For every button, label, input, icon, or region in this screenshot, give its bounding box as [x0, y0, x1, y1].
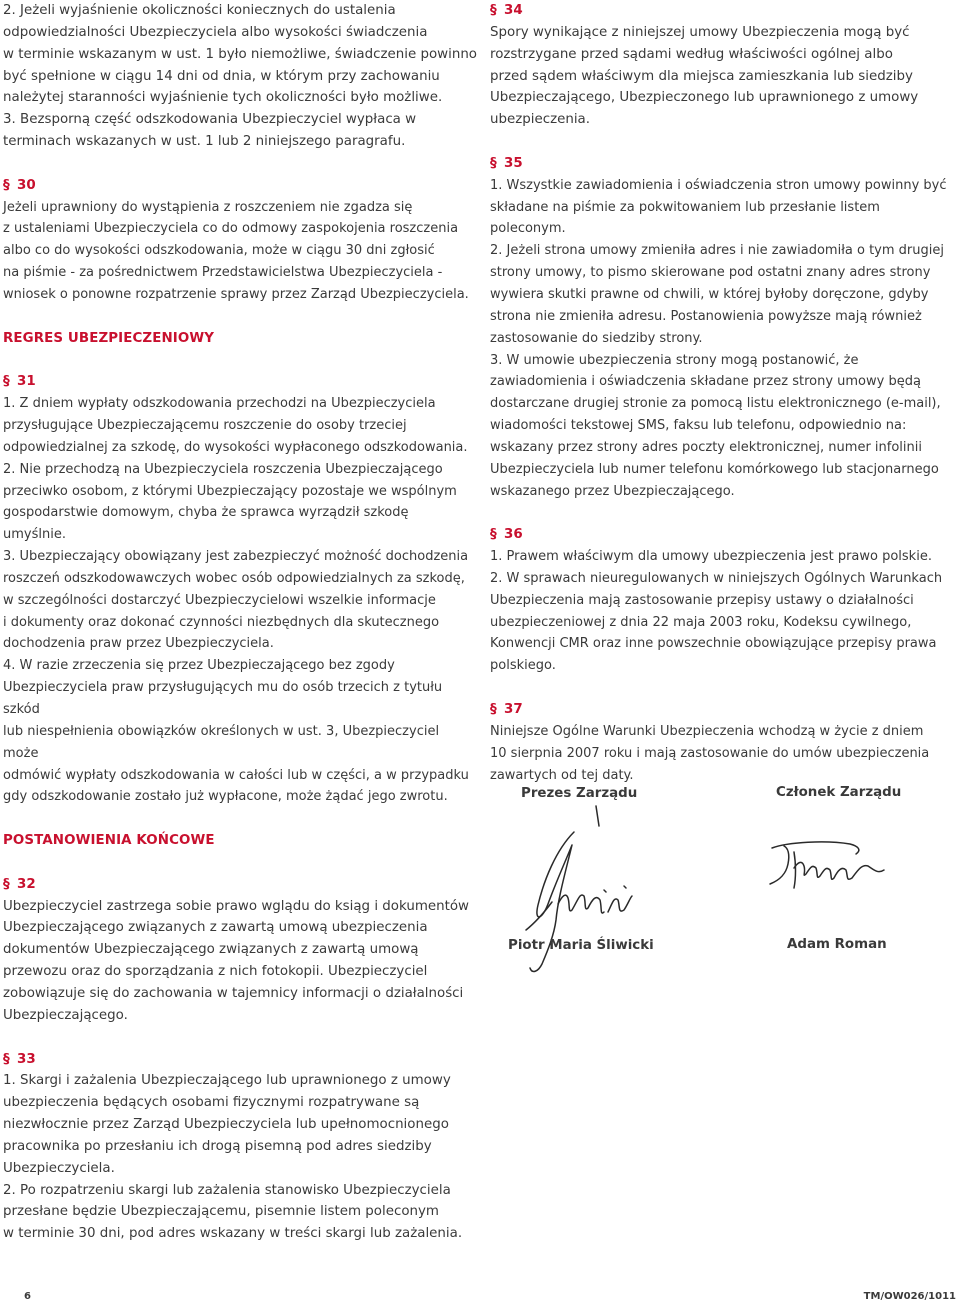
section-mark: §: [490, 702, 497, 717]
section-37-text: Niniejsze Ogólne Warunki Ubezpieczenia wchodzą w życie z dniem 10 sierpnia 2007 roku i mają zastosowanie do umów ubezpieczenia zawartych od tej daty.: [490, 723, 930, 783]
section-mark: §: [3, 1051, 10, 1067]
section-33-heading: [3, 1049, 477, 1071]
section-mark: §: [490, 155, 497, 171]
section-mark: §: [3, 876, 10, 892]
section-37-heading: [490, 699, 956, 721]
section-mark: §: [490, 527, 497, 543]
section-35-p3: 3. W umowie ubezpieczenia strony mogą postanowić, że zawiadomienia i oświadczenia składane przez strony umowy będą dostarczane drugiej stronie za pomocą listu elektronicznego (e-mail), wiadomości tekstowej SMS, faksu lub telefonu, odpowiednio na: wskazany przez strony adres poczty elektronicznej, numer infolinii Ubezpieczyciela lub numer telefonu komórkowego lub stacjonarnego wskazanego przez Ubezpieczającego.: [490, 352, 941, 499]
section-32-text: Ubezpieczyciel zastrzega sobie prawo wglądu do ksiąg i dokumentów Ubezpieczającego związanych z zawartą umową ubezpieczenia dokumentów Ubezpieczającego związanych z zawartą umową przewozu oraz do sporządzania z nich fotokopii. Ubezpieczyciel zobowiązuje się do zachowania w tajemnicy informacji o działalności Ubezpieczającego.: [3, 898, 469, 1023]
section-number: 33: [17, 1051, 36, 1067]
section-31-p2: 2. Nie przechodzą na Ubezpieczyciela roszczenia Ubezpieczającego przeciwko osobom, z którymi Ubezpieczający pozostaje we wspólnym gospodarstwie domowym, chyba że sprawca wyrządził szkodę umyślnie.: [3, 461, 457, 543]
section-number: 35: [504, 155, 523, 171]
section-31-p4: 4. W razie zrzeczenia się przez Ubezpieczającego bez zgody Ubezpieczyciela praw przysługujących mu do osób trzecich z tytułu szkód lub niespełnienia obowiązków określonych w ust. 3, Ubezpieczyciel może odmówić wypłaty odszkodowania w całości lub w części, a w przypadku gdy odszkodowanie zostało już wypłacone, może żądać jego zwrotu.: [3, 658, 469, 805]
section-mark: §: [3, 374, 10, 390]
section-34-text: Spory wynikające z niniejszej umowy Ubezpieczenia mogą być rozstrzygane przed sądami według właściwości ogólnej albo przed sądem właściwym dla miejsca zamieszkania lub siedziby Ubezpieczającego, Ubezpieczonego lub uprawnionego z umowy ubezpieczenia.: [490, 24, 919, 128]
section-33-p2: 2. Po rozpatrzeniu skargi lub zażalenia stanowisko Ubezpieczyciela przesłane będzie Ubezpieczającemu, pisemnie listem poleconym w terminie 30 dni, pod adres wskazany w treści skargi lub zażalenia.: [3, 1182, 463, 1242]
regres-heading: REGRES UBEZPIECZENIOWY: [3, 330, 215, 346]
section-36-heading: [490, 524, 956, 546]
left-column: [3, 0, 477, 1245]
paragraph-29-3: 3. Bezsporną część odszkodowania Ubezpieczyciel wypłaca w terminach wskazanych w ust. 1 lub 2 niniejszego paragrafu.: [3, 112, 417, 150]
section-number: 32: [17, 876, 36, 892]
section-number: 37: [504, 702, 523, 717]
president-name: Piotr Maria Śliwicki: [508, 938, 654, 953]
section-number: 31: [17, 374, 36, 390]
section-number: 36: [504, 527, 523, 543]
member-title: Członek Zarządu: [776, 785, 902, 800]
section-mark: §: [490, 3, 497, 18]
section-number: 34: [504, 3, 523, 18]
document-code: TM/OW026/1011: [863, 1291, 956, 1302]
section-35-heading: [490, 153, 956, 175]
section-number: 30: [17, 177, 36, 193]
final-provisions-heading: POSTANOWIENIA KOŃCOWE: [3, 833, 215, 849]
section-mark: §: [3, 177, 10, 193]
paragraph-29-2: 2. Jeżeli wyjaśnienie okoliczności koniecznych do ustalenia odpowiedzialności Ubezpieczyciela albo wysokości świadczenia w terminie wskazanym w ust. 1 było niemożliwe, świadczenie powinno być spełnione w ciągu 14 dni od dnia, w którym przy zachowaniu należytej staranności wyjaśnienie tych okoliczności było możliwe.: [3, 3, 477, 106]
section-35-p1: 1. Wszystkie zawiadomienia i oświadczenia stron umowy powinny być składane na piśmie za pokwitowaniem lub przesłanie listem poleconym.: [490, 177, 947, 237]
section-30-text: Jeżeli uprawniony do wystąpienia z roszczeniem nie zgadza się z ustaleniami Ubezpieczyciela co do odmowy zaspokojenia roszczenia albo co do wysokości odszkodowania, może w ciągu 30 dni zgłosić na piśmie - za pośrednictwem Przedstawicielstwa Ubezpieczyciela - wniosek o ponowne rozpatrzenie sprawy przez Zarząd Ubezpieczyciela.: [3, 199, 469, 302]
page-number: 6: [24, 1291, 31, 1302]
section-32-heading: [3, 874, 477, 896]
section-30-heading: [3, 175, 477, 197]
section-33-p1: 1. Skargi i zażalenia Ubezpieczającego lub uprawnionego z umowy ubezpieczenia będących osobami fizycznymi rozpatrywane są niezwłocznie przez Zarząd Ubezpieczyciela lub upełnomocnionego pracownika po przesłaniu ich drogą pisemną pod adres siedziby Ubezpieczyciela.: [3, 1073, 451, 1176]
section-31-heading: [3, 371, 477, 393]
section-31-p3: 3. Ubezpieczający obowiązany jest zabezpieczyć możność dochodzenia roszczeń odszkodowawczych wobec osób odpowiedzialnych za szkodę, w szczególności dostarczyć Ubezpieczycielowi wszelkie informacje i dokumenty oraz dokonać czynności niezbędnych dla skutecznego dochodzenia praw przez Ubezpieczyciela.: [3, 549, 469, 652]
section-36-p2: 2. W sprawach nieuregulowanych w niniejszych Ogólnych Warunkach Ubezpieczenia mają zastosowanie przepisy ustawy o działalności ubezpieczeniowej z dnia 22 maja 2003 roku, Kodeksu cywilnego, Konwencji CMR oraz inne powszechnie obowiązujące przepisy prawa polskiego.: [490, 570, 943, 674]
member-name: Adam Roman: [787, 937, 887, 952]
member-signature: [766, 834, 892, 900]
president-title: Prezes Zarządu: [521, 786, 638, 801]
section-35-p2: 2. Jeżeli strona umowy zmieniła adres i nie zawiadomiła o tym drugiej strony umowy, to pismo skierowane pod ostatni znany adres strony wywiera skutki prawne od chwili, w której byłoby doręczone, gdyby strona nie zmieniła adresu. Postanowienia powyższe mają również zastosowanie do siedziby strony.: [490, 243, 944, 346]
section-34-heading: [490, 0, 956, 22]
section-36-p1: 1. Prawem właściwym dla umowy ubezpieczenia jest prawo polskie.: [490, 549, 932, 565]
section-31-p1: 1. Z dniem wypłaty odszkodowania przechodzi na Ubezpieczyciela przysługujące Ubezpieczającemu roszczenie do osoby trzeciej odpowiedzialnej za szkodę, do wysokości wypłaconego odszkodowania.: [3, 396, 468, 455]
right-column: [490, 0, 956, 786]
